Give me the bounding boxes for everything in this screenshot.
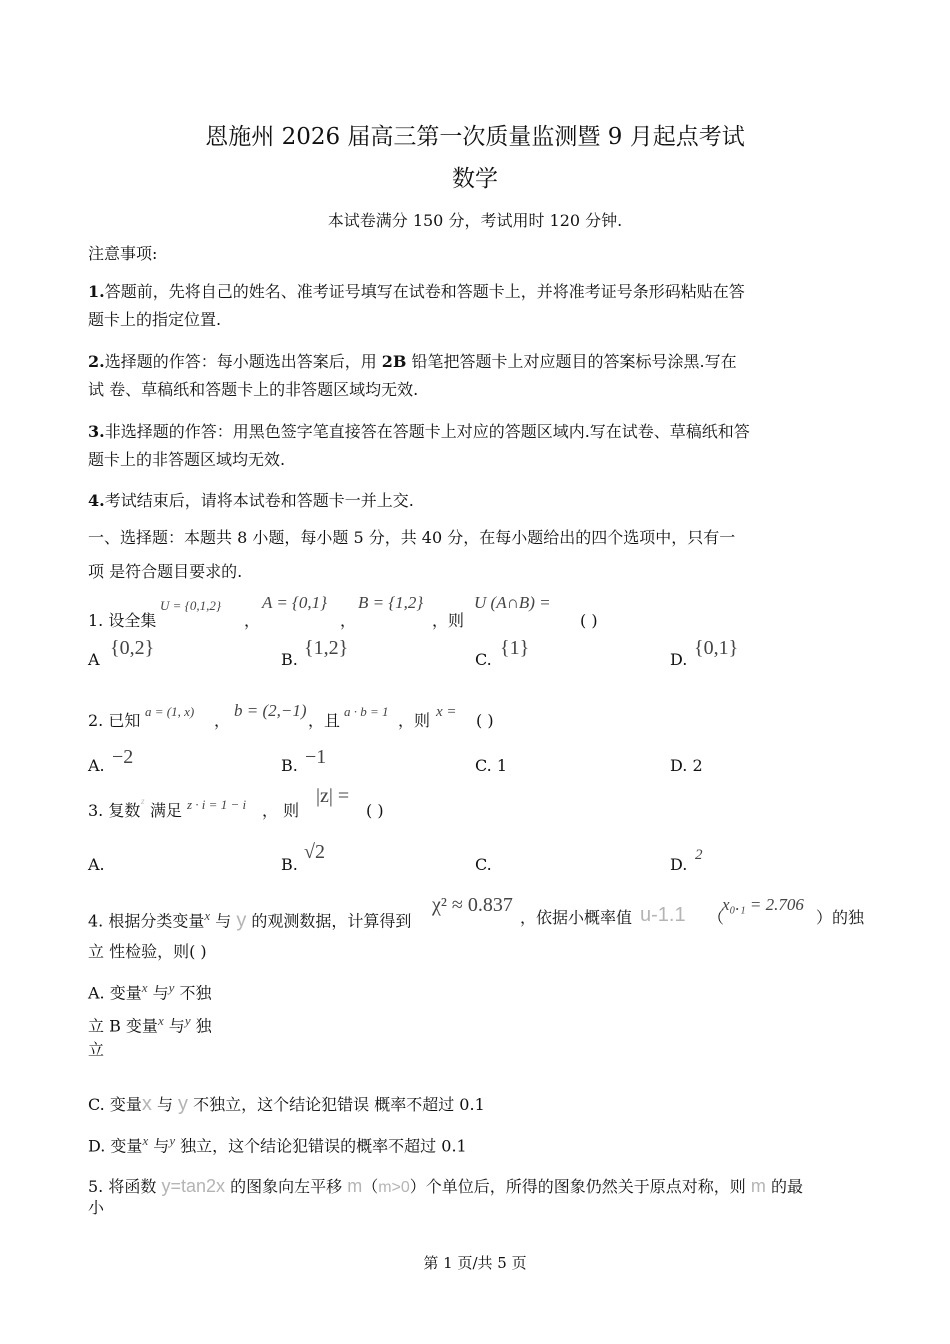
q4-option-a-y: y bbox=[168, 980, 175, 995]
q1-option-c-label: C. bbox=[475, 650, 492, 669]
q4-option-c-text2: 与 bbox=[151, 1095, 179, 1114]
q1-sep2: ， bbox=[340, 611, 357, 630]
q4-line1 bbox=[88, 908, 411, 932]
q5-text1: 5. 将函数 bbox=[88, 1177, 162, 1196]
q4-option-a-text1: A. 变量 bbox=[88, 983, 142, 1003]
q4-option-b-text1: 立 B 变量 bbox=[88, 1016, 158, 1036]
notes-heading: 注意事项: bbox=[88, 244, 158, 263]
q4-x: x bbox=[204, 908, 211, 923]
q5-function: y=tan2x bbox=[161, 1176, 225, 1196]
q3-modulus: |z| = bbox=[316, 785, 350, 807]
q5-m2: m bbox=[750, 1176, 766, 1196]
q3-equation: z · i = 1 − i bbox=[187, 797, 247, 812]
q4-text1: 4. 根据分类变量 bbox=[88, 911, 205, 931]
q4-y: y bbox=[236, 909, 247, 932]
note-1-num: 1. bbox=[88, 282, 105, 301]
q5-text2: 的图象向左平移 bbox=[225, 1177, 348, 1196]
q3-option-b-label: B. bbox=[281, 855, 298, 874]
q3-z: z bbox=[141, 796, 145, 806]
q4-option-a-x: x bbox=[141, 980, 148, 995]
q1-option-d-value: {0,1} bbox=[694, 637, 739, 659]
q2-vector-a: a = (1, x) bbox=[145, 704, 195, 719]
page-footer: 第 1 页/共 5 页 bbox=[423, 1254, 527, 1272]
q2-prefix: 2. 已知 bbox=[88, 711, 141, 730]
section-line1: 一、选择题：本题共 8 小题，每小题 5 分，共 40 分，在每小题给出的四个选项中，只有一 bbox=[88, 528, 736, 547]
note-2 bbox=[88, 352, 737, 371]
note-3-num: 3. bbox=[88, 422, 105, 441]
q4-text4: ，依据小概率值 bbox=[520, 908, 633, 927]
q4-option-c-y: y bbox=[178, 1093, 189, 1115]
q4-text5: （ bbox=[708, 908, 725, 927]
q5-text4: ）个单位后，所得的图象仍然关于原点对称，则 bbox=[409, 1177, 751, 1196]
q3-prefix: 3. 复数 bbox=[88, 801, 141, 820]
section-line2: 项 是符合题目要求的. bbox=[88, 562, 243, 581]
q4-option-b bbox=[88, 1013, 212, 1036]
q3-option-b-value: √2 bbox=[304, 841, 325, 863]
q1-option-a-label: A bbox=[88, 650, 100, 669]
q4-option-b-text2: 与 bbox=[163, 1016, 185, 1036]
q2-option-a-value: −2 bbox=[112, 746, 134, 768]
q2-and: ，且 bbox=[308, 711, 341, 730]
q4-text3: 的观测数据，计算得到 bbox=[246, 911, 412, 931]
q2-option-d-value: 2 bbox=[692, 756, 703, 775]
note-4 bbox=[88, 491, 414, 510]
note-3 bbox=[88, 422, 750, 441]
q5-text3: （ bbox=[362, 1177, 379, 1196]
q2-answer-blank: ( ) bbox=[476, 711, 494, 730]
note-2-line1c: 铅笔把答题卡上对应题目的答案标号涂黑.写在 bbox=[406, 352, 737, 371]
q1-set-a: A = {0,1} bbox=[262, 593, 327, 612]
q2-x: x = bbox=[436, 704, 457, 720]
q1-set-b: B = {1,2} bbox=[358, 593, 424, 612]
q2-option-a-label: A. bbox=[88, 756, 105, 775]
q3-option-d-label: D. bbox=[670, 855, 688, 874]
note-2-pencil: 2B bbox=[381, 352, 407, 371]
q4-option-b-y: y bbox=[184, 1013, 191, 1028]
note-3-line1: 非选择题的作答：用黑色签字笔直接答在答题卡上对应的答题区域内.写在试卷、草稿纸和答 bbox=[104, 422, 750, 441]
note-1-line1: 答题前，先将自己的姓名、准考证号填写在试卷和答题卡上，并将准考证号条形码粘贴在答 bbox=[104, 282, 745, 301]
q3-option-a-label: A. bbox=[88, 855, 105, 874]
q1-set-u: U = {0,1,2} bbox=[160, 598, 222, 613]
note-2-line1a: 选择题的作答：每小题选出答案后，用 bbox=[104, 352, 382, 371]
q5-m: m bbox=[347, 1176, 363, 1196]
q4-option-b-x: x bbox=[157, 1013, 164, 1028]
q1-then: ，则 bbox=[432, 611, 465, 630]
q4-option-c-x: x bbox=[141, 1093, 152, 1115]
q1-option-b-label: B. bbox=[281, 650, 298, 669]
q1-option-c-value: {1} bbox=[500, 637, 530, 659]
q1-answer-blank: ( ) bbox=[580, 611, 598, 630]
q4-option-d-y: y bbox=[169, 1133, 176, 1148]
q2-option-b-label: B. bbox=[281, 756, 298, 775]
q4-option-b-line2: 立 bbox=[88, 1040, 105, 1059]
q2-option-c bbox=[475, 756, 507, 775]
q1-expression: U (A∩B) = bbox=[474, 593, 551, 612]
subject-title: 数学 bbox=[452, 166, 498, 192]
q4-option-c bbox=[88, 1092, 485, 1116]
q2-option-c-value: 1 bbox=[496, 756, 508, 775]
note-1 bbox=[88, 282, 745, 301]
q4-option-d-text3: 独立，这个结论犯错误的概率不超过 0.1 bbox=[175, 1136, 467, 1156]
q1-option-a-value: {0,2} bbox=[110, 637, 155, 659]
q4-text2: 与 bbox=[210, 911, 237, 931]
exam-title: 恩施州 2026 届高三第一次质量监测暨 9 月起点考试 bbox=[205, 124, 745, 150]
q4-chi-square: χ² ≈ 0.837 bbox=[432, 894, 513, 916]
q4-option-d-x: x bbox=[142, 1133, 149, 1148]
q2-vector-b: b = (2,−1) bbox=[234, 701, 307, 720]
q3-option-d-value: 2 bbox=[695, 847, 703, 863]
q2-option-c-label: C. bbox=[475, 756, 492, 775]
exam-intro: 本试卷满分 150 分，考试用时 120 分钟. bbox=[327, 211, 623, 230]
note-2-line2: 试 卷、草稿纸和答题卡上的非答题区域均无效. bbox=[88, 380, 419, 399]
q1-option-b-value: {1,2} bbox=[304, 637, 349, 659]
q4-option-a-text2: 与 bbox=[147, 983, 169, 1003]
q2-dot-product: a · b = 1 bbox=[344, 704, 389, 719]
q4-text6: ）的独 bbox=[816, 908, 865, 927]
q4-option-a-text3: 不独 bbox=[174, 983, 212, 1003]
q2-then: ，则 bbox=[398, 711, 431, 730]
q2-option-d-label: D. bbox=[670, 756, 688, 775]
q4-option-a bbox=[88, 980, 211, 1003]
q4-option-d bbox=[88, 1133, 467, 1156]
q5-line1 bbox=[88, 1176, 803, 1198]
q4-option-b-text3: 独 bbox=[190, 1016, 212, 1036]
q5-condition: m>0 bbox=[378, 1179, 410, 1196]
q4-line2: 立 性检验，则( ) bbox=[88, 942, 207, 961]
q3-satisfies: 满足 bbox=[150, 801, 183, 820]
note-3-line2: 题卡上的非答题区域均无效. bbox=[88, 450, 286, 469]
q3-answer-blank: ( ) bbox=[366, 801, 384, 820]
q4-option-c-text3: 不独立，这个结论犯错误 概率不超过 0.1 bbox=[188, 1095, 485, 1114]
q4-option-d-text2: 与 bbox=[148, 1136, 170, 1156]
q4-option-d-text1: D. 变量 bbox=[88, 1136, 143, 1156]
q2-option-d bbox=[670, 756, 703, 775]
q1-prefix: 1. 设全集 bbox=[88, 611, 157, 630]
note-4-line1: 考试结束后，请将本试卷和答题卡一并上交. bbox=[104, 491, 414, 510]
q2-sep1: ， bbox=[214, 711, 231, 730]
q2-option-b-value: −1 bbox=[305, 746, 327, 768]
q1-option-d-label: D. bbox=[670, 650, 688, 669]
q4-option-c-text1: C. 变量 bbox=[88, 1095, 142, 1114]
q3-option-c-label: C. bbox=[475, 855, 492, 874]
note-1-line2: 题卡上的指定位置. bbox=[88, 310, 222, 329]
note-2-num: 2. bbox=[88, 352, 105, 371]
note-4-num: 4. bbox=[88, 491, 105, 510]
q4-alpha: u-1.1 bbox=[640, 904, 686, 926]
q5-line2: 小 bbox=[88, 1198, 105, 1217]
q5-text5: 的最 bbox=[765, 1177, 803, 1196]
q1-sep1: ， bbox=[244, 611, 261, 630]
q3-then: ， 则 bbox=[262, 801, 300, 820]
q4-critical-value: x₀.₁ = 2.706 bbox=[722, 895, 804, 914]
